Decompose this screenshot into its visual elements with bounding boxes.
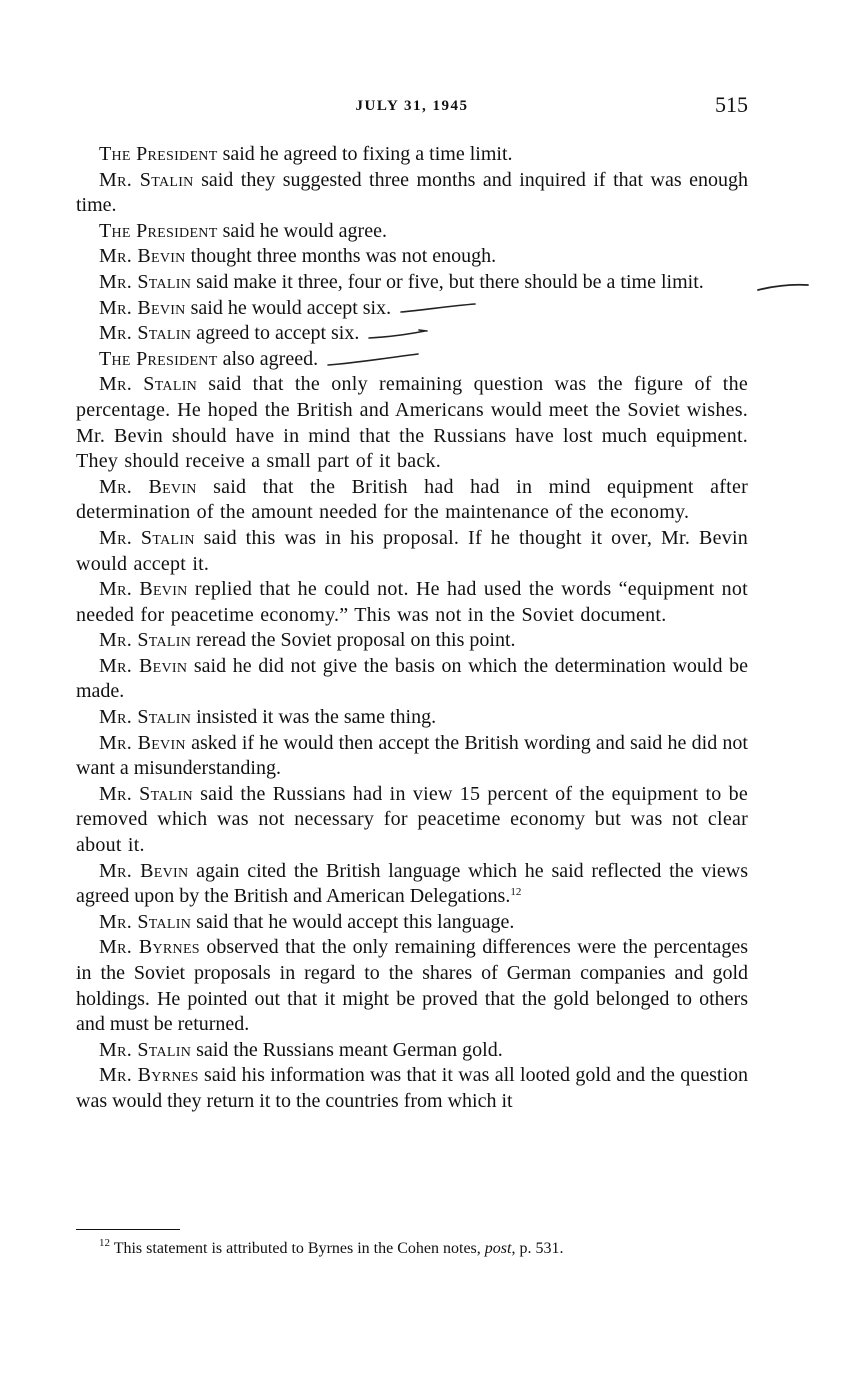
paragraph bbox=[76, 475, 748, 526]
paragraph-text: observed that the only remaining differences were the percentages in the Soviet proposals in regard to the shares of German companies and gold holdings. He pointed out that it might be proved that the gold belonged to others and must be returned. bbox=[76, 936, 749, 1036]
paragraph bbox=[76, 244, 748, 270]
paragraph bbox=[76, 577, 748, 628]
paragraph-text: asked if he would then accept the British wording and said he did not want a misunderstanding. bbox=[76, 731, 748, 780]
paragraph bbox=[76, 270, 748, 296]
paragraph-text: also agreed. bbox=[217, 347, 319, 370]
footnote-text: This statement is attributed to Byrnes in the Cohen notes, bbox=[110, 1240, 485, 1257]
paragraph bbox=[76, 731, 748, 782]
footnote-rule bbox=[76, 1229, 180, 1230]
speaker: Mr. Bevin bbox=[99, 731, 186, 754]
paragraph-text: said the Russians meant German gold. bbox=[191, 1038, 503, 1061]
speaker: Mr. Bevin bbox=[99, 859, 189, 882]
paragraph-text: agreed to accept six. bbox=[191, 322, 360, 345]
page-number: 515 bbox=[715, 92, 748, 117]
paragraph-text: said he did not give the basis on which the determination would be made. bbox=[76, 654, 748, 703]
speaker: Mr. Stalin bbox=[99, 706, 192, 729]
paragraph bbox=[76, 628, 748, 654]
paragraph bbox=[76, 321, 748, 347]
paragraph bbox=[76, 1038, 748, 1064]
paragraph-text: said they suggested three months and inquired if that was enough time. bbox=[76, 168, 749, 217]
paragraph bbox=[76, 654, 748, 705]
speaker: The President bbox=[99, 347, 218, 370]
paragraph-text: said that he would accept this language. bbox=[191, 910, 515, 933]
header-date: JULY 31, 1945 bbox=[355, 98, 469, 114]
paragraph-text: replied that he could not. He had used the words “equipment not needed for peacetime economy.” This was not in the Soviet document. bbox=[76, 578, 748, 626]
speaker: Mr. Byrnes bbox=[99, 936, 200, 959]
paragraph-text: said his information was that it was all looted gold and the question was would they return it to the countries from which it bbox=[76, 1064, 748, 1112]
speaker: Mr. Bevin bbox=[99, 296, 186, 319]
footnote bbox=[99, 1238, 749, 1260]
footnote-italic: post bbox=[484, 1240, 512, 1257]
paragraph bbox=[76, 142, 748, 168]
speaker: Mr. Stalin bbox=[99, 526, 195, 549]
speaker: Mr. Byrnes bbox=[99, 1064, 199, 1087]
handwritten-check-mark bbox=[326, 352, 422, 368]
paragraph-text: said this was in his proposal. If he thought it over, Mr. Bevin would accept it. bbox=[76, 526, 749, 575]
speaker: Mr. Bevin bbox=[99, 578, 188, 601]
paragraph bbox=[76, 935, 748, 1037]
speaker: Mr. Bevin bbox=[99, 475, 197, 498]
paragraph bbox=[76, 859, 748, 910]
speaker: Mr. Stalin bbox=[99, 629, 192, 652]
paragraph bbox=[76, 347, 748, 373]
paragraph-text: thought three months was not enough. bbox=[185, 245, 497, 268]
speaker: The President bbox=[99, 143, 218, 165]
paragraph-text: said he agreed to fixing a time limit. bbox=[217, 143, 513, 165]
speaker: The President bbox=[99, 219, 218, 242]
speaker: Mr. Bevin bbox=[99, 654, 188, 677]
paragraph-text: said make it three, four or five, but there should be a time limit. bbox=[191, 270, 704, 293]
paragraph bbox=[76, 296, 748, 322]
paragraph-text: said the Russians had in view 15 percent of the equipment to be removed which was not necessary for peacetime economy but was not clear about it. bbox=[76, 782, 748, 857]
paragraph bbox=[76, 219, 748, 245]
paragraph bbox=[76, 372, 748, 474]
speaker: Mr. Stalin bbox=[99, 1038, 192, 1061]
handwritten-check-mark bbox=[367, 328, 431, 342]
paragraph bbox=[76, 705, 748, 731]
running-head bbox=[76, 92, 748, 122]
margin-pen-mark bbox=[756, 280, 812, 294]
paragraph bbox=[76, 782, 748, 859]
footnote-number: 12 bbox=[99, 1237, 110, 1249]
paragraph-text: insisted it was the same thing. bbox=[191, 706, 437, 729]
paragraph-text: again cited the British language which he said reflected the views agreed upon by the British and American Delegations. bbox=[76, 859, 748, 908]
footnote-text-end: , p. 531. bbox=[511, 1240, 564, 1257]
handwritten-check-mark bbox=[399, 302, 479, 316]
speaker: Mr. Stalin bbox=[99, 910, 192, 933]
paragraph-text: said he would accept six. bbox=[185, 296, 392, 319]
paragraph-text: reread the Soviet proposal on this point. bbox=[191, 629, 516, 652]
speaker: Mr. Stalin bbox=[99, 322, 192, 345]
paragraph bbox=[76, 526, 748, 577]
speaker: Mr. Stalin bbox=[99, 270, 192, 293]
paragraph-text: said that the only remaining question was the figure of the percentage. He hoped the British and Americans would meet the Soviet wishes. Mr. Bevin should have in mind that the Russians have lost much equipment. They should receive a small part of it back. bbox=[76, 373, 748, 473]
speaker: Mr. Stalin bbox=[99, 373, 198, 396]
paragraph bbox=[76, 1063, 748, 1114]
speaker: Mr. Stalin bbox=[99, 168, 194, 191]
paragraph bbox=[76, 168, 748, 219]
paragraph-text: said he would agree. bbox=[217, 219, 387, 242]
footnote-reference: 12 bbox=[510, 886, 522, 899]
paragraph bbox=[76, 910, 748, 936]
speaker: Mr. Bevin bbox=[99, 245, 186, 268]
body-text bbox=[76, 142, 748, 1115]
paragraph-text: said that the British had had in mind equipment after determination of the amount needed for the maintenance of the economy. bbox=[76, 475, 748, 524]
speaker: Mr. Stalin bbox=[99, 782, 193, 805]
